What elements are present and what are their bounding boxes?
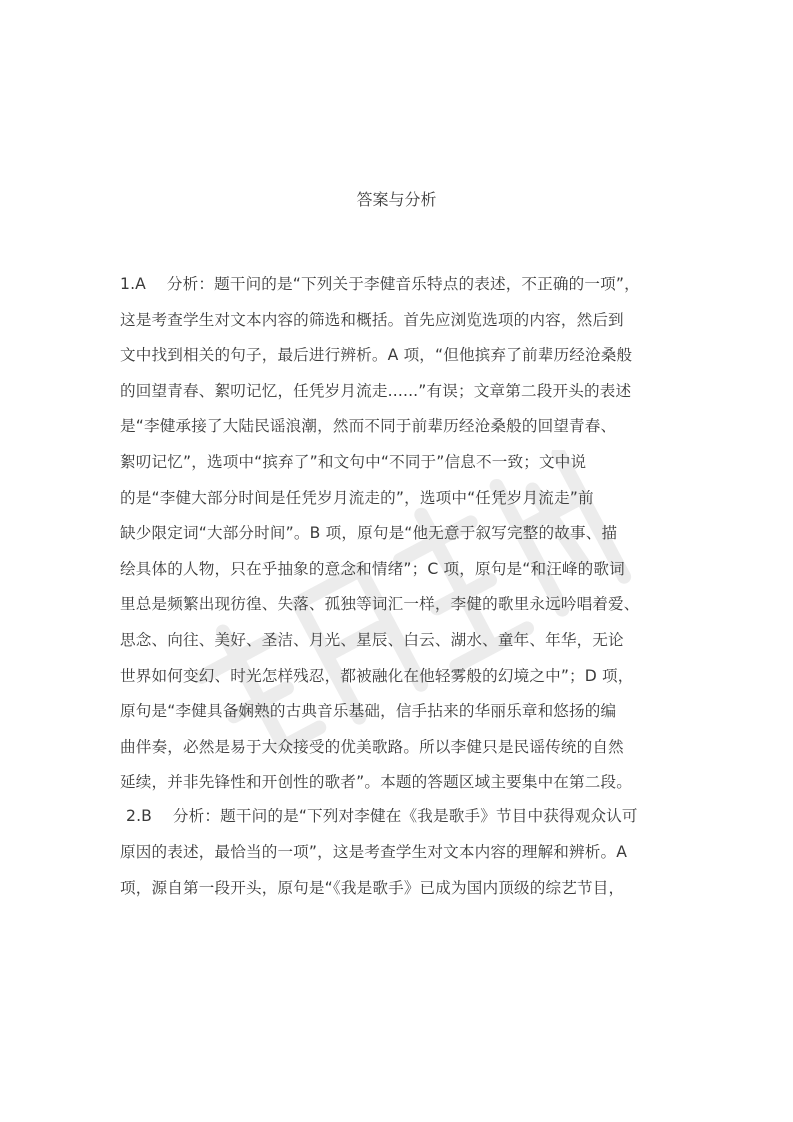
- text-line: 绘具体的人物，只在乎抽象的意念和情绪”；C 项，原句是“和汪峰的歌词: [120, 559, 625, 578]
- page-title: 答案与分析: [356, 190, 437, 209]
- text-line: 原因的表述，最恰当的一项”，这是考查学生对文本内容的理解和辨析。A: [120, 842, 628, 861]
- text-line: 的是“李健大部分时间是任凭岁月流走的”，选项中“任凭岁月流走”前: [120, 488, 594, 507]
- text-line: 世界如何变幻、时光怎样残忍，都被融化在他轻雾般的幻境之中”；D 项，: [120, 666, 634, 685]
- text-line: 缺少限定词“大部分时间”。B 项，原句是“他无意于叙写完整的故事、描: [120, 524, 618, 543]
- text-line: 絮叨记忆”，选项中“摈弃了”和文句中“不同于”信息不一致；文中说: [120, 452, 587, 471]
- text-line: 这是考查学生对文本内容的筛选和概括。首先应浏览选项的内容，然后到: [120, 310, 624, 329]
- text-line: 的回望青春、絮叨记忆，任凭岁月流走......”有误；文章第二段开头的表述: [120, 381, 632, 400]
- text-line: 是“李健承接了大陆民谣浪潮，然而不同于前辈历经沧桑般的回望青春、: [120, 417, 617, 436]
- text-line: 1.A 分析：题干问的是“下列关于李健音乐特点的表述，不正确的一项”，: [120, 275, 640, 293]
- text-line: 曲伴奏，必然是易于大众接受的优美歌路。所以李健只是民谣传统的自然: [120, 737, 624, 756]
- text-line: 思念、向往、美好、圣洁、月光、星辰、白云、湖水、童年、年华，无论: [120, 630, 624, 649]
- text-line: 文中找到相关的句子，最后进行辨析。A 项，“但他摈弃了前辈历经沧桑般: [120, 346, 633, 365]
- text-line: 里总是频繁出现彷徨、失落、孤独等词汇一样，李健的歌里永远吟唱着爱、: [120, 595, 640, 614]
- text-line: 原句是“李健具备娴熟的古典音乐基础，信手拈来的华丽乐章和悠扬的编: [120, 702, 617, 721]
- answer-body: [120, 270, 680, 909]
- text-line: 项，源自第一段开头，原句是“《我是歌手》已成为国内顶级的综艺节目，: [120, 878, 625, 897]
- text-line: 2.B 分析：题干问的是“下列对李健在《我是歌手》节目中获得观众认可: [126, 807, 638, 826]
- text-line: 延续，并非先锋性和开创性的歌者”。本题的答题区域主要集中在第二段。: [120, 773, 633, 792]
